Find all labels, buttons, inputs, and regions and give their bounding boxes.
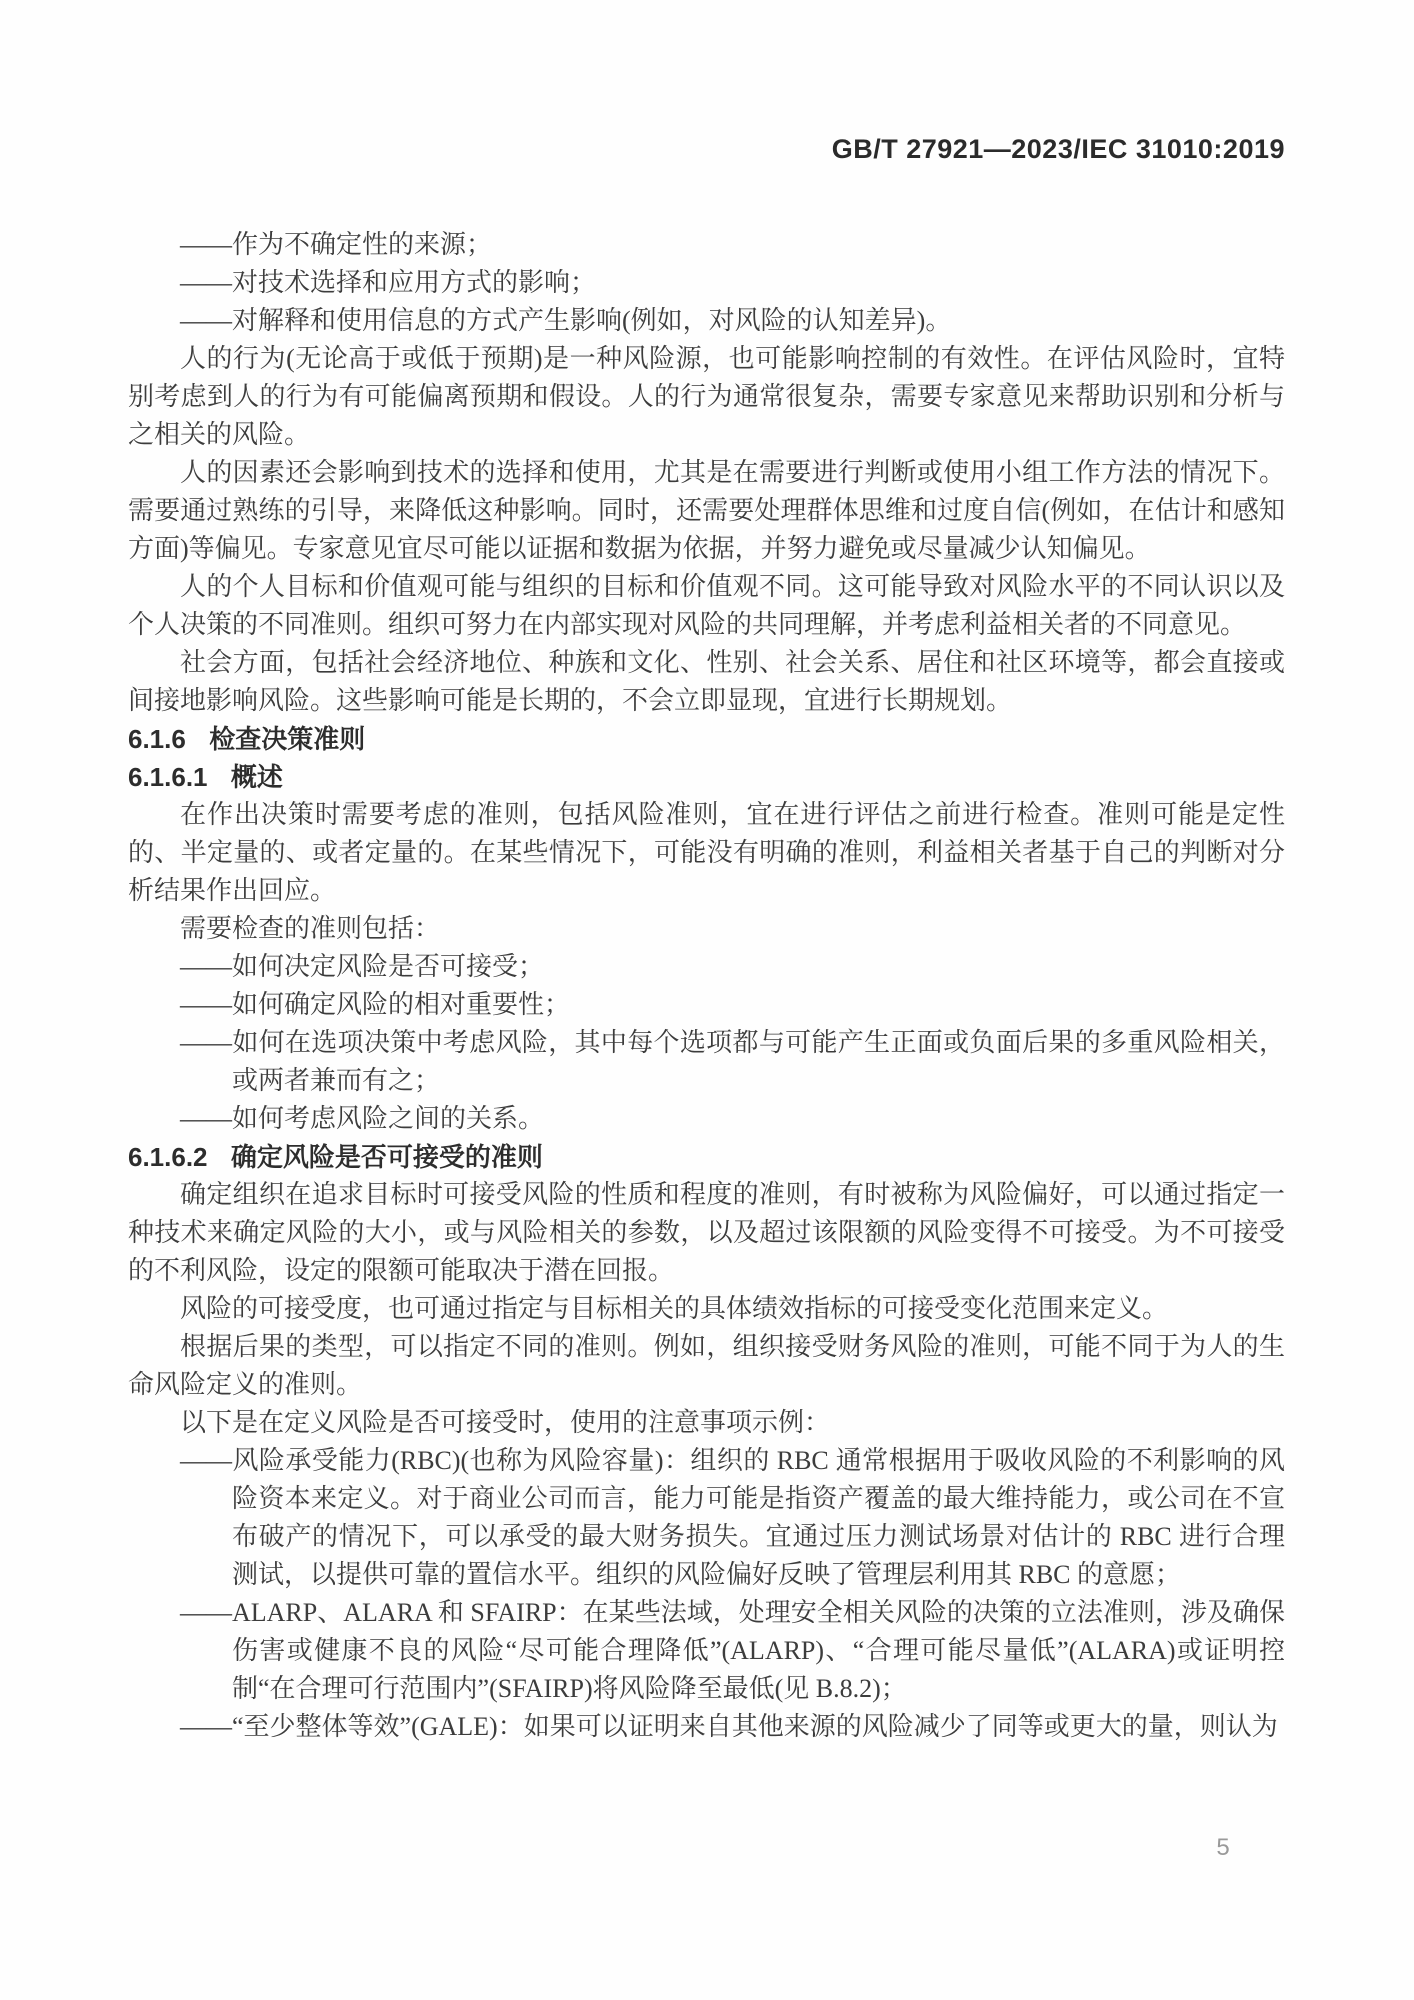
section-heading-6-1-6-1 bbox=[128, 758, 1285, 796]
list-item: ——如何考虑风险之间的关系。 bbox=[180, 1104, 545, 1133]
paragraph: 人的行为(无论高于或低于预期)是一种风险源，也可能影响控制的有效性。在评估风险时，宜特别考虑到人的行为有可能偏离预期和假设。人的行为通常很复杂，需要专家意见来帮助识别和分析与之相关的风险。 bbox=[128, 344, 1285, 449]
section-number: 6.1.6.1 bbox=[128, 762, 208, 792]
list-item: ——如何决定风险是否可接受； bbox=[180, 952, 545, 981]
list-item: ——作为不确定性的来源； bbox=[180, 230, 493, 259]
section-heading-6-1-6-2 bbox=[128, 1138, 1285, 1176]
paragraph: 社会方面，包括社会经济地位、种族和文化、性别、社会关系、居住和社区环境等，都会直接或间接地影响风险。这些影响可能是长期的，不会立即显现，宜进行长期规划。 bbox=[128, 648, 1285, 715]
running-header: GB/T 27921—2023/IEC 31010:2019 bbox=[831, 134, 1285, 164]
section-heading-6-1-6 bbox=[128, 720, 1285, 758]
text-column bbox=[128, 226, 1285, 1746]
page-number: 5 bbox=[1216, 1834, 1230, 1861]
list-item: ——对技术选择和应用方式的影响； bbox=[180, 268, 597, 297]
paragraph: 人的因素还会影响到技术的选择和使用，尤其是在需要进行判断或使用小组工作方法的情况下。需要通过熟练的引导，来降低这种影响。同时，还需要处理群体思维和过度自信(例如，在估计和感知方面)等偏见。专家意见宜尽可能以证据和数据为依据，并努力避免或尽量减少认知偏见。 bbox=[128, 458, 1285, 563]
list-item: ——对解释和使用信息的方式产生影响(例如，对风险的认知差异)。 bbox=[180, 306, 952, 335]
paragraph: 人的个人目标和价值观可能与组织的目标和价值观不同。这可能导致对风险水平的不同认识以及个人决策的不同准则。组织可努力在内部实现对风险的共同理解，并考虑利益相关者的不同意见。 bbox=[128, 572, 1285, 639]
section-title: 确定风险是否可接受的准则 bbox=[230, 1142, 543, 1172]
list-item: ——如何在选项决策中考虑风险，其中每个选项都与可能产生正面或负面后果的多重风险相关，或两者兼而有之； bbox=[180, 1028, 1285, 1095]
paragraph: 在作出决策时需要考虑的准则，包括风险准则，宜在进行评估之前进行检查。准则可能是定性的、半定量的、或者定量的。在某些情况下，可能没有明确的准则，利益相关者基于自己的判断对分析结果作出回应。 bbox=[128, 800, 1285, 905]
section-title: 检查决策准则 bbox=[209, 724, 366, 754]
paragraph: 确定组织在追求目标时可接受风险的性质和程度的准则，有时被称为风险偏好，可以通过指定一种技术来确定风险的大小，或与风险相关的参数，以及超过该限额的风险变得不可接受。为不可接受的不利风险，设定的限额可能取决于潜在回报。 bbox=[128, 1180, 1285, 1285]
section-title: 概述 bbox=[230, 762, 283, 792]
paragraph: 以下是在定义风险是否可接受时，使用的注意事项示例： bbox=[180, 1408, 831, 1437]
section-number: 6.1.6.2 bbox=[128, 1142, 208, 1172]
section-number: 6.1.6 bbox=[128, 724, 186, 754]
paragraph: 需要检查的准则包括： bbox=[180, 914, 441, 943]
list-item: ——如何确定风险的相对重要性； bbox=[180, 990, 571, 1019]
paragraph: 风险的可接受度，也可通过指定与目标相关的具体绩效指标的可接受变化范围来定义。 bbox=[180, 1294, 1169, 1323]
list-item: ——ALARP、ALARA 和 SFAIRP：在某些法域，处理安全相关风险的决策的立法准则，涉及确保伤害或健康不良的风险“尽可能合理降低”(ALARP)、“合理可能尽量低”(ALARA)或证明控制“在合理可行范围内”(SFAIRP)将风险降至最低(见 B.8.2)； bbox=[180, 1598, 1285, 1703]
list-item: ——风险承受能力(RBC)(也称为风险容量)：组织的 RBC 通常根据用于吸收风险的不利影响的风险资本来定义。对于商业公司而言，能力可能是指资产覆盖的最大维持能力，或公司在不宣布破产的情况下，可以承受的最大财务损失。宜通过压力测试场景对估计的 RBC 进行合理测试，以提供可靠的置信水平。组织的风险偏好反映了管理层利用其 RBC 的意愿； bbox=[180, 1446, 1285, 1589]
paragraph: 根据后果的类型，可以指定不同的准则。例如，组织接受财务风险的准则，可能不同于为人的生命风险定义的准则。 bbox=[128, 1332, 1285, 1399]
list-item: ——“至少整体等效”(GALE)：如果可以证明来自其他来源的风险减少了同等或更大的量，则认为 bbox=[180, 1712, 1278, 1741]
